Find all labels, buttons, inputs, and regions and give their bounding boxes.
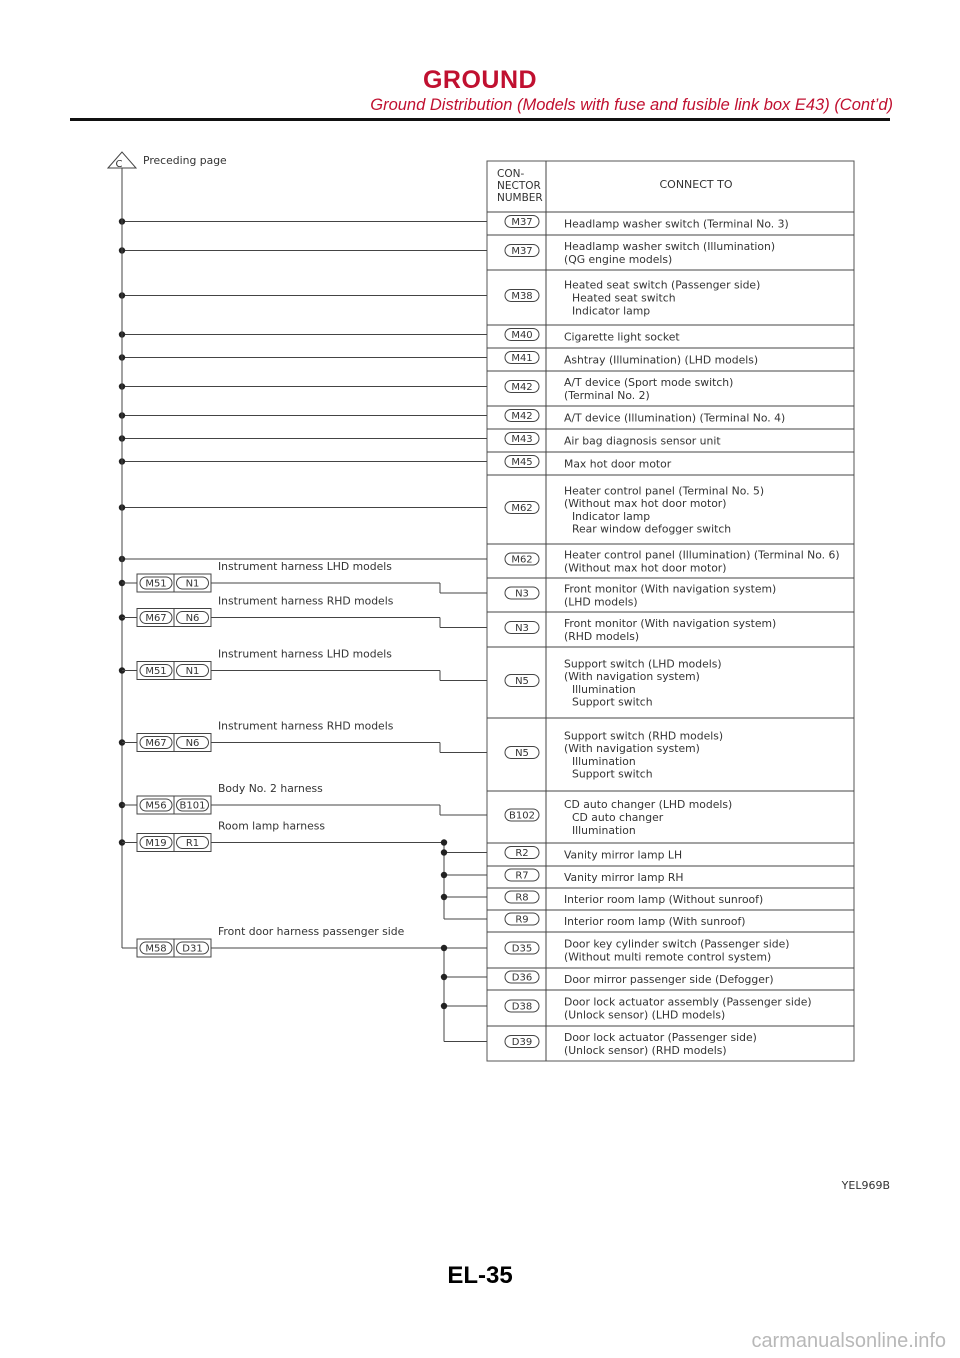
connector-label: B102 xyxy=(509,810,535,822)
connect-to-text: Heater control panel (Terminal No. 5) xyxy=(564,484,765,498)
continuation-letter: C xyxy=(115,159,123,170)
connector-label: M19 xyxy=(145,838,167,850)
connect-to-text: Door lock actuator assembly (Passenger side) xyxy=(564,995,812,1009)
connector-label: D38 xyxy=(511,1001,533,1013)
harness-label: Instrument harness RHD models xyxy=(218,594,394,608)
connector-label: M67 xyxy=(145,738,167,750)
figure-code: YEL969B xyxy=(841,1179,890,1192)
section-subtitle: Ground Distribution (Models with fuse and fusible link box E43) (Cont’d) xyxy=(370,96,893,114)
connect-to-text: Heated seat switch xyxy=(572,291,676,305)
connector-label: M51 xyxy=(145,666,167,678)
connect-to-text: Support switch xyxy=(572,767,653,781)
connector-label: D31 xyxy=(182,943,203,955)
connect-to-text: Front monitor (With navigation system) xyxy=(564,582,777,596)
connect-to-text: Vanity mirror lamp RH xyxy=(564,871,684,884)
harness-label: Instrument harness LHD models xyxy=(218,647,392,661)
harness-label: Instrument harness RHD models xyxy=(218,719,394,733)
connector-label: R2 xyxy=(515,848,529,860)
connect-to-text: (Without max hot door motor) xyxy=(564,561,727,575)
connector-label: N6 xyxy=(185,738,200,750)
junction-dot xyxy=(441,974,447,980)
connect-to-text: Door lock actuator (Passenger side) xyxy=(564,1031,757,1045)
connect-to-text: Support switch (RHD models) xyxy=(564,729,724,743)
connect-to-text: Illumination xyxy=(572,823,636,837)
connect-to-text: (With navigation system) xyxy=(564,742,700,756)
connector-label: N1 xyxy=(185,578,200,590)
connect-to-text: (Unlock sensor) (LHD models) xyxy=(564,1008,726,1022)
connector-label: M40 xyxy=(511,330,533,342)
connect-to-text: CD auto changer (LHD models) xyxy=(564,798,733,812)
connect-to-text: Heater control panel (Illumination) (Terminal No. 6) xyxy=(564,548,840,562)
connector-label: M42 xyxy=(511,411,533,423)
preceding-page-marker xyxy=(108,152,227,170)
connect-to-text: A/T device (Illumination) (Terminal No. 4) xyxy=(564,411,786,425)
connector-label: D35 xyxy=(511,943,533,955)
connector-label: M58 xyxy=(145,943,167,955)
connector-label: M41 xyxy=(511,353,533,365)
connect-to-text: Door key cylinder switch (Passenger side) xyxy=(564,937,790,951)
connect-to-text: Headlamp washer switch (Terminal No. 3) xyxy=(564,217,789,231)
junction-dot xyxy=(441,839,447,845)
harness-label: Instrument harness LHD models xyxy=(218,560,392,573)
connect-to-text: A/T device (Sport mode switch) xyxy=(564,376,734,390)
connect-to-text: Interior room lamp (With sunroof) xyxy=(564,915,746,928)
connect-to-text: (LHD models) xyxy=(564,595,638,609)
junction-dot xyxy=(441,872,447,878)
junction-dot xyxy=(441,849,447,855)
connect-to-text: Air bag diagnosis sensor unit xyxy=(564,434,721,448)
connect-to-text: Support switch (LHD models) xyxy=(564,657,722,671)
connect-to-text: Vanity mirror lamp LH xyxy=(564,848,683,862)
harness-connectors xyxy=(137,560,405,957)
page-number: EL-35 xyxy=(447,1262,513,1289)
connector-label: M45 xyxy=(511,457,533,469)
connector-label: M62 xyxy=(511,554,533,566)
junction-dot xyxy=(441,945,447,951)
connector-label: R9 xyxy=(515,914,529,926)
connect-to-text: Interior room lamp (Without sunroof) xyxy=(564,893,764,906)
section-title: GROUND xyxy=(422,66,538,94)
connector-label: N6 xyxy=(185,613,200,625)
connect-to-text: Max hot door motor xyxy=(564,457,672,471)
connect-to-text: Door mirror passenger side (Defogger) xyxy=(564,973,774,986)
connect-to-text: Heated seat switch (Passenger side) xyxy=(564,278,761,292)
connect-to-text: (Without max hot door motor) xyxy=(564,497,727,511)
connect-to-text: (Terminal No. 2) xyxy=(564,388,650,402)
watermark: carmanualsonline.info xyxy=(751,1330,946,1352)
connect-to-text: Indicator lamp xyxy=(572,509,651,523)
connect-to-text: (QG engine models) xyxy=(564,252,673,266)
connector-table xyxy=(487,161,854,1061)
connect-to-text: (Without multi remote control system) xyxy=(564,950,772,964)
harness-label: Room lamp harness xyxy=(218,819,326,833)
connector-label: M62 xyxy=(511,503,533,515)
connector-label: B101 xyxy=(179,800,206,812)
harness-label: Front door harness passenger side xyxy=(218,925,405,938)
table-header-connector: NUMBER xyxy=(497,192,543,204)
connector-label: R7 xyxy=(515,870,529,882)
connect-to-text: (Unlock sensor) (RHD models) xyxy=(564,1043,727,1057)
connector-label: N3 xyxy=(515,588,529,600)
connect-to-text: (RHD models) xyxy=(564,629,640,643)
connector-label: M67 xyxy=(145,613,167,625)
table-header-connector: CON- xyxy=(497,168,525,180)
connect-to-text: Illumination xyxy=(572,754,636,768)
connector-label: M42 xyxy=(511,382,533,394)
connector-label: M56 xyxy=(145,800,167,812)
connector-label: R8 xyxy=(515,892,529,904)
junction-dot xyxy=(441,894,447,900)
connector-label: M51 xyxy=(145,578,167,590)
connector-label: N1 xyxy=(185,666,200,678)
harness-label: Body No. 2 harness xyxy=(218,782,323,795)
connector-label: R1 xyxy=(185,838,200,850)
connector-label: N3 xyxy=(515,623,529,635)
connector-label: D36 xyxy=(511,972,533,984)
connector-label: D39 xyxy=(511,1037,533,1049)
connect-to-text: Headlamp washer switch (Illumination) xyxy=(564,240,776,254)
table-header-connector: NECTOR xyxy=(497,180,541,192)
connect-to-text: Support switch xyxy=(572,695,653,709)
connect-to-text: Rear window defogger switch xyxy=(572,522,732,536)
connector-label: N5 xyxy=(515,676,529,688)
connect-to-text: Illumination xyxy=(572,682,636,696)
connect-to-text: Front monitor (With navigation system) xyxy=(564,617,777,631)
connect-to-text: Cigarette light socket xyxy=(564,330,680,344)
connect-to-text: CD auto changer xyxy=(572,811,664,824)
connector-label: N5 xyxy=(515,748,529,760)
connector-label: M37 xyxy=(511,217,533,229)
connector-label: M38 xyxy=(511,291,533,303)
connect-to-text: (With navigation system) xyxy=(564,670,700,684)
connector-label: M43 xyxy=(511,434,533,446)
preceding-page-label: Preceding page xyxy=(143,154,227,167)
connect-to-text: Ashtray (Illumination) (LHD models) xyxy=(564,353,759,367)
connect-to-text: Indicator lamp xyxy=(572,304,651,318)
table-header-connect-to: CONNECT TO xyxy=(659,178,733,191)
junction-dot xyxy=(441,1003,447,1009)
connector-label: M37 xyxy=(511,246,533,258)
